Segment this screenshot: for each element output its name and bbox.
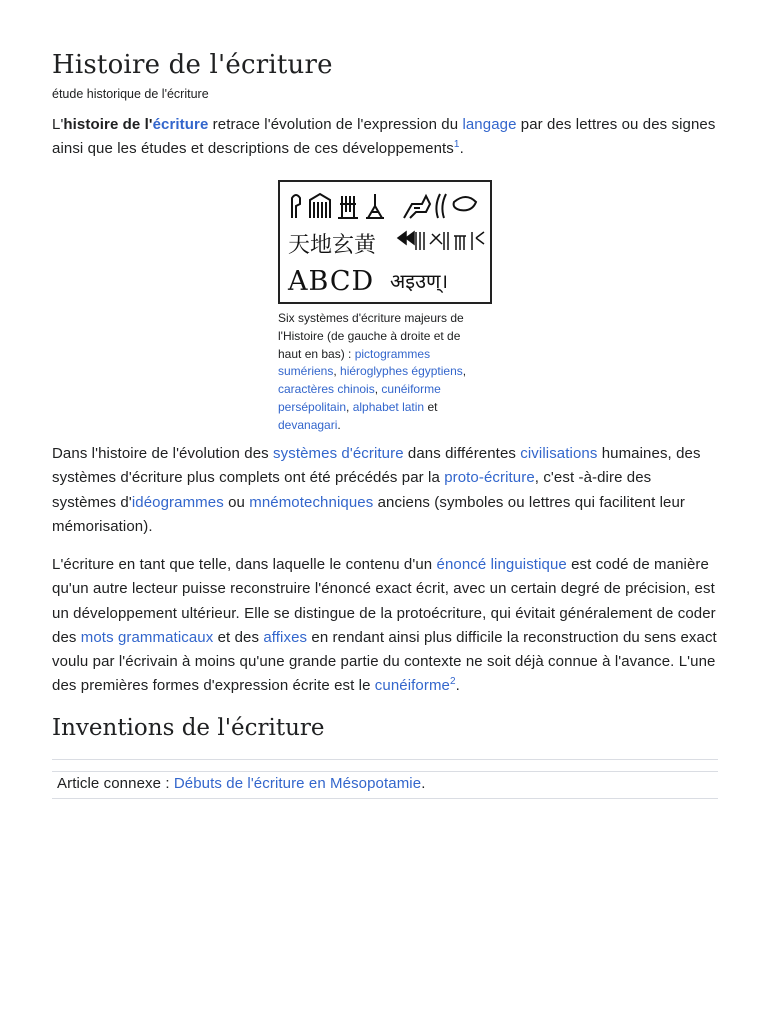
link-cuneiforme[interactable]: cunéiforme (374, 677, 450, 695)
link-caracteres-chinois[interactable]: caractères chinois (278, 382, 375, 397)
text: Dans l'histoire de l'évolution des (52, 445, 274, 462)
hatnote-related-article (57, 775, 425, 792)
devanagari-script: अइउण्। (390, 269, 449, 293)
text: Six systèmes d'écriture majeurs de l'Histoire (de gauche à droite et de haut en bas) : (278, 311, 464, 361)
link-devanagari[interactable]: devanagari (278, 417, 338, 432)
text: dans différentes (403, 445, 521, 462)
hieroglyph-reeds (436, 194, 446, 218)
text: , (462, 364, 467, 379)
image-caption (278, 310, 483, 435)
text: ou (223, 493, 250, 511)
text: anciens (symboles ou lettres qui facilitent leur mémorisation). (52, 493, 686, 535)
writing-systems-svg (280, 182, 490, 302)
text: . (459, 140, 464, 158)
chinese-characters: 天地玄黄 (288, 233, 377, 258)
text: et des (213, 628, 264, 646)
text: L'écriture en tant que telle, dans laquelle le contenu d'un (52, 556, 437, 573)
text: L' (52, 116, 64, 133)
link-mnemotechniques[interactable]: mnémotechniques (249, 493, 374, 511)
text: humaines, des systèmes d'écriture plus complets ont été précédés par la (52, 445, 701, 487)
text: et (424, 399, 438, 414)
cuneiform-sign-4 (472, 232, 484, 250)
pictogram-2 (310, 194, 330, 218)
link-mots-grammaticaux[interactable]: mots grammaticaux (80, 628, 214, 646)
paragraph-proto-ecriture (52, 442, 718, 539)
section-heading-inventions: Inventions de l'écriture (52, 715, 325, 741)
section-divider (52, 759, 718, 760)
text: retrace l'évolution de l'expression du (208, 116, 463, 133)
text: , c'est -à-dire des systèmes d' (52, 469, 652, 511)
intro-paragraph (52, 113, 718, 162)
page-subtitle: étude historique de l'écriture (52, 87, 209, 101)
reference-2[interactable]: 2 (450, 676, 456, 688)
text: . (337, 417, 341, 432)
writing-systems-image[interactable] (278, 180, 492, 304)
hieroglyph-bird (404, 196, 430, 218)
link-pictogrammes-sumeriens[interactable]: pictogrammes sumériens (278, 346, 431, 379)
cuneiform-sign-3 (454, 236, 466, 250)
text: par des lettres ou des signes ainsi que les études et descriptions de ces développements (52, 116, 716, 158)
bold-term: histoire de l' (63, 116, 153, 133)
pictogram-4 (366, 194, 384, 218)
hatnote-label: Article connexe : (57, 775, 174, 792)
text: en rendant ainsi plus difficile la reconstruction du sens exact voulu par l'écrivain à moins qu'une grande partie du contexte ne soit déjà connue à l'avance. L'une des premières formes d'expression écrite est le (52, 628, 717, 695)
latin-alphabet: ABCD (288, 266, 375, 297)
hatnote-bottom-border (52, 798, 718, 799)
link-cuneiforme-persepolitain[interactable]: cunéiforme persépolitain (278, 382, 441, 414)
page-title: Histoire de l'écriture (52, 50, 333, 80)
cuneiform-row (398, 232, 484, 250)
text: , (374, 382, 382, 397)
pictogram-1 (292, 195, 300, 218)
paragraph-ecriture (52, 553, 718, 699)
link-hieroglyphes-egyptiens[interactable]: hiéroglyphes égyptiens (340, 364, 463, 379)
link-systemes-ecriture[interactable]: systèmes d'écriture (273, 445, 404, 462)
pictograms-row (292, 194, 476, 218)
link-ecriture[interactable]: écriture (152, 116, 209, 133)
text: . (455, 677, 460, 695)
link-langage[interactable]: langage (462, 116, 517, 133)
hatnote-top-border (52, 771, 718, 772)
text: . (421, 775, 426, 792)
link-civilisations[interactable]: civilisations (520, 445, 598, 462)
text: , (346, 399, 353, 414)
text: est codé de manière qu'un autre lecteur puisse reconstruire l'énoncé exact écrit, avec un certain degré de précision, est un développement ultérieur. Elle se distingue de la protoécriture, qui évitait généralement de coder des (52, 556, 716, 646)
pictogram-3 (338, 196, 358, 218)
cuneiform-sign-1 (398, 232, 424, 250)
hieroglyph-mouth (454, 197, 476, 210)
link-enonce-linguistique[interactable]: énoncé linguistique (436, 556, 567, 573)
text: , (333, 364, 341, 379)
link-affixes[interactable]: affixes (263, 628, 308, 646)
link-debuts-ecriture-mesopotamie[interactable]: Débuts de l'écriture en Mésopotamie (173, 775, 422, 792)
link-alphabet-latin[interactable]: alphabet latin (352, 399, 425, 414)
link-ideogrammes[interactable]: idéogrammes (131, 493, 224, 511)
link-proto-ecriture[interactable]: proto-écriture (444, 469, 535, 487)
reference-1[interactable]: 1 (453, 139, 460, 151)
cuneiform-sign-2 (430, 232, 448, 250)
